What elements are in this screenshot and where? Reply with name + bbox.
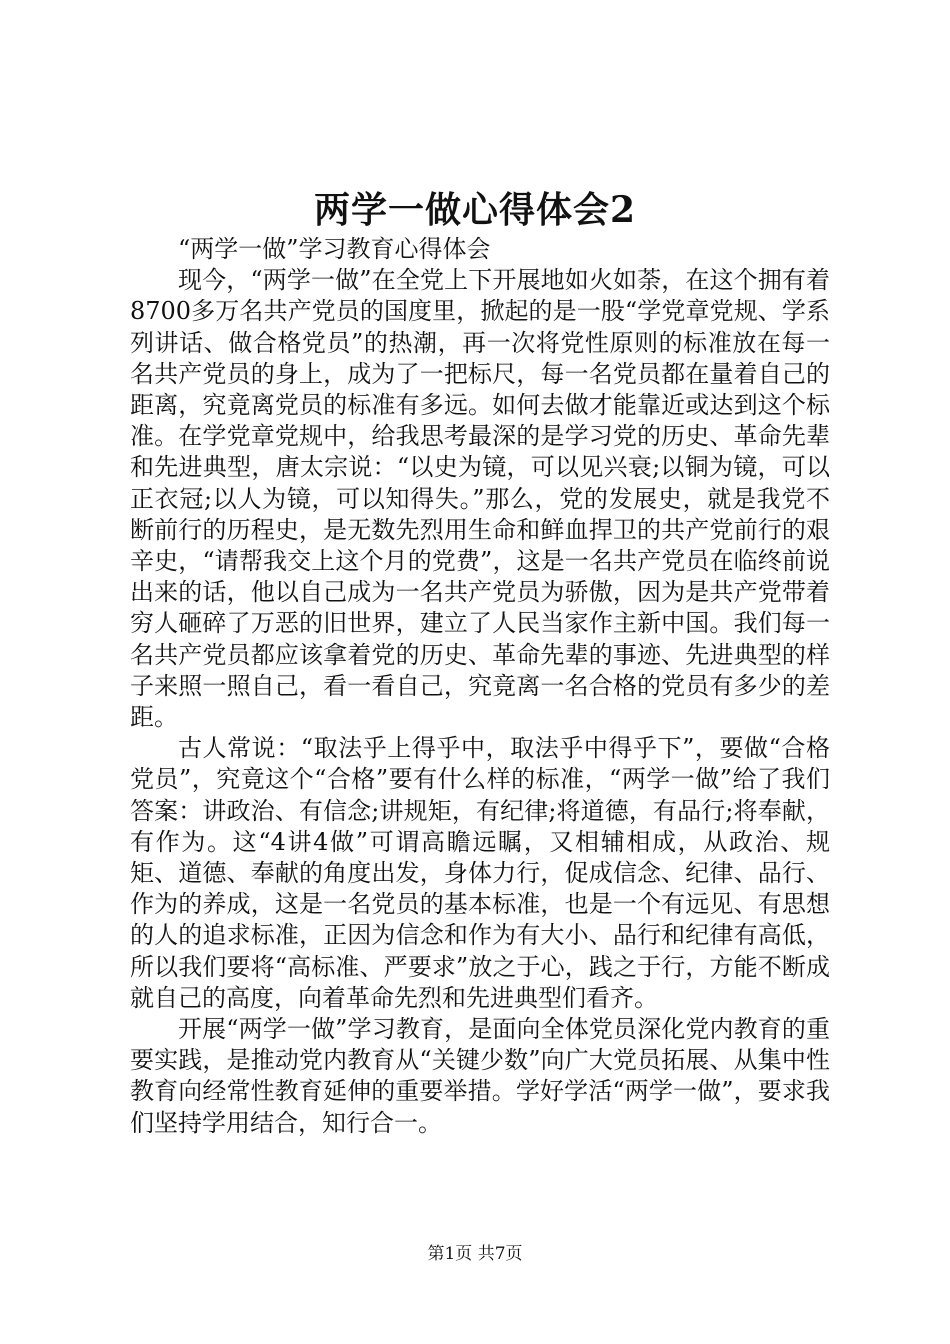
body-paragraph: 开展“两学一做”学习教育，是面向全体党员深化党内教育的重要实践，是推动党内教育从“关键少数”向广大党员拓展、从集中性教育向经常性教育延伸的重要举措。学好学活“两学一做”，要求我们坚持学用结合，知行合一。 <box>130 1015 830 1137</box>
document-subtitle: “两学一做”学习教育心得体会 <box>178 235 491 263</box>
document-body <box>130 234 830 1139</box>
body-paragraph: 古人常说：“取法乎上得乎中，取法乎中得乎下”，要做“合格党员”，究竟这个“合格”要有什么样的标准，“两学一做”给了我们答案：讲政治、有信念;讲规矩，有纪律;将道德，有品行;将奉献，有作为。这“4讲4做”可谓高瞻远瞩，又相辅相成，从政治、规矩、道德、奉献的角度出发，身体力行，促成信念、纪律、品行、作为的养成，这是一名党员的基本标准，也是一个有远见、有思想的人的追求标准，正因为信念和作为有大小、品行和纪律有高低，所以我们要将“高标准、严要求”放之于心，践之于行，方能不断成就自己的高度，向着革命先烈和先进典型们看齐。 <box>130 734 830 1012</box>
page-footer: 第1页 共7页 <box>427 1244 523 1264</box>
body-paragraph: 现今，“两学一做”在全党上下开展地如火如荼，在这个拥有着8700多万名共产党员的国度里，掀起的是一股“学党章党规、学系列讲话、做合格党员”的热潮，再一次将党性原则的标准放在每一名共产党员的身上，成为了一把标尺，每一名党员都在量着自己的距离，究竟离党员的标准有多远。如何去做才能靠近或达到这个标准。在学党章党规中，给我思考最深的是学习党的历史、革命先辈和先进典型，唐太宗说：“以史为镜，可以见兴衰;以铜为镜，可以正衣冠;以人为镜，可以知得失。”那么，党的发展史，就是我党不断前行的历程史，是无数先烈用生命和鲜血捍卫的共产党前行的艰辛史，“请帮我交上这个月的党费”，这是一名共产党员在临终前说出来的话，他以自己成为一名共产党员为骄傲，因为是共产党带着穷人砸碎了万恶的旧世界，建立了人民当家作主新中国。我们每一名共产党员都应该拿着党的历史、革命先辈的事迹、先进典型的样子来照一照自己，看一看自己，究竟离一名合格的党员有多少的差距。 <box>130 266 830 732</box>
document-title: 两学一做心得体会2 <box>313 189 637 231</box>
